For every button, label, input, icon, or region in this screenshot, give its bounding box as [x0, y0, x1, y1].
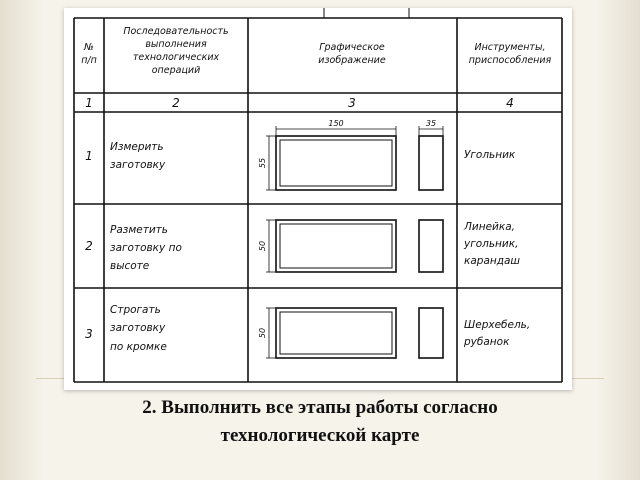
- row-1-operation-line-2: заготовку: [110, 159, 166, 171]
- row-1-drawing: [266, 126, 443, 190]
- row-1-tools-line-1: Угольник: [464, 149, 516, 161]
- row-3-operation-line-1: Строгать: [110, 304, 161, 316]
- header-graphic-line-2: изображение: [318, 55, 386, 66]
- row-3-tools-line-2: рубанок: [464, 336, 510, 348]
- column-number-1: 1: [85, 96, 93, 110]
- row-2-tools-line-2: угольник,: [464, 238, 519, 250]
- row-1-operation-line-1: Измерить: [110, 141, 164, 153]
- technological-chart: [64, 8, 572, 390]
- row-3-number: 3: [85, 327, 93, 341]
- header-operation-line-4: операций: [151, 65, 201, 76]
- row-3-operation-line-3: по кромке: [110, 341, 167, 353]
- row-3-tools-line-1: Шерхебель,: [464, 319, 531, 331]
- slide-caption: [40, 394, 600, 450]
- header-num-line-2: п/п: [81, 55, 97, 66]
- row-1-number: 1: [85, 149, 93, 163]
- header-tools-line-1: Инструменты,: [474, 42, 546, 53]
- row-1-dim-thickness: 35: [425, 119, 437, 128]
- row-2-dim-height: 50: [258, 240, 267, 252]
- header-operation-line-2: выполнения: [145, 39, 207, 50]
- left-border: [0, 0, 44, 480]
- tech-card-image: [64, 8, 572, 390]
- header-tools-line-2: приспособления: [468, 55, 552, 66]
- caption-line-1: 2. Выполнить все этапы работы согласно: [142, 397, 498, 418]
- row-2-operation-line-3: высоте: [110, 260, 150, 272]
- row-2-operation-line-1: Разметить: [110, 224, 168, 236]
- row-3-dim-height: 50: [258, 327, 267, 339]
- row-2-operation-line-2: заготовку по: [110, 242, 182, 254]
- column-number-4: 4: [506, 96, 514, 110]
- row-1-dim-height: 55: [258, 157, 267, 169]
- row-2-tools-line-3: карандаш: [464, 255, 521, 267]
- header-operation-line-3: технологических: [132, 52, 220, 63]
- row-3-drawing: [266, 308, 443, 358]
- column-number-2: 2: [172, 96, 180, 110]
- row-2-drawing: [266, 220, 443, 272]
- row-2-number: 2: [85, 239, 93, 253]
- caption-line-2: технологической карте: [220, 425, 420, 446]
- row-1-dim-length: 150: [328, 119, 344, 128]
- right-border: [596, 0, 640, 480]
- header-graphic-line-1: Графическое: [319, 42, 385, 53]
- row-3-operation-line-2: заготовку: [110, 322, 166, 334]
- row-2-tools-line-1: Линейка,: [464, 221, 515, 233]
- column-number-3: 3: [348, 96, 356, 110]
- header-operation-line-1: Последовательность: [123, 26, 229, 37]
- header-num-line-1: №: [84, 42, 94, 53]
